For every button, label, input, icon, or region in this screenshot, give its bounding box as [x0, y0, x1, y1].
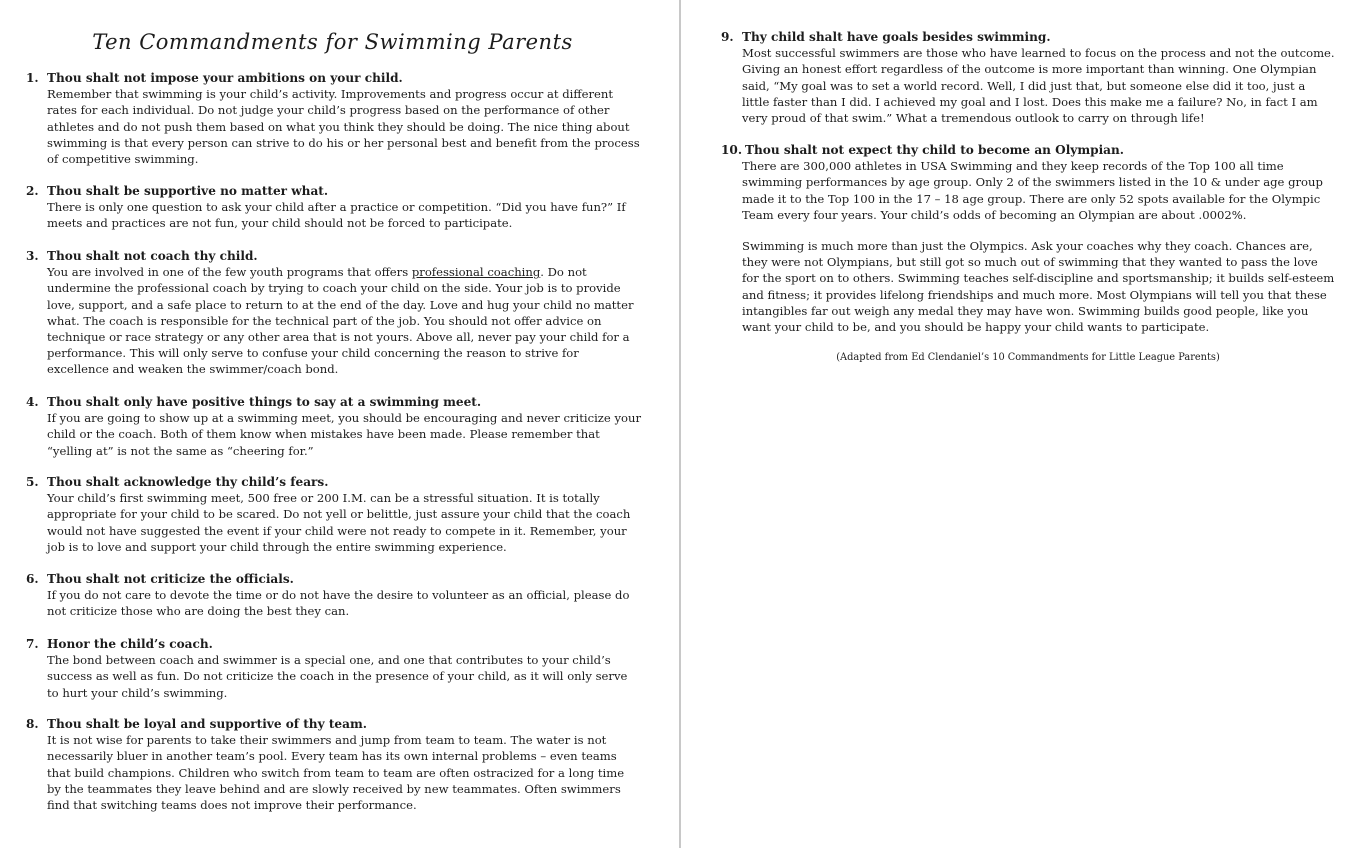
commandment-heading: 1. Thou shalt not impose your ambitions on your child.: [26, 71, 403, 85]
commandment-heading: 5. Thou shalt acknowledge thy child’s fears.: [26, 475, 329, 489]
commandment-heading: 3. Thou shalt not coach thy child.: [26, 249, 258, 263]
commandment-7: [26, 636, 641, 701]
commandment-6: [26, 571, 641, 620]
commandment-2: [26, 183, 641, 232]
commandment-1: [26, 70, 641, 167]
adaptation-credit: (Adapted from Ed Clendaniel’s 10 Commandments for Little League Parents): [836, 352, 1220, 363]
commandment-body: Remember that swimming is your child’s activity. Improvements and progress occur at different rates for each individual. Do not judge your child’s progress based on the performance of other athletes and do not push them based on what you think they should be doing. The nice thing about swimming is that every person can strive to do his or her personal best and benefit from the process of competitive swimming.: [47, 87, 640, 167]
commandment-4: [26, 394, 641, 459]
commandment-body: There is only one question to ask your child after a practice or competition. “Did you have fun?” If meets and practices are not fun, your child should not be forced to participate.: [47, 200, 626, 231]
commandment-body: You are involved in one of the few youth programs that offers professional coaching. Do not undermine the professional coach by trying to coach your child on the side. Your job is to provide love, support, and a safe place to return to at the end of the day. Love and hug your child no matter what. The coach is responsible for the technical part of the job. You should not offer advice on technique or race strategy or any other area that is not yours. Above all, never pay your child for a performance. This will only serve to confuse your child concerning the reason to strive for excellence and weaken the swimmer/coach bond.: [47, 265, 634, 377]
right-page: [681, 0, 1357, 848]
commandment-heading: 10. Thou shalt not expect thy child to become an Olympian.: [721, 143, 1125, 157]
commandment-heading: 4. Thou shalt only have positive things to say at a swimming meet.: [26, 395, 482, 409]
commandment-8: [26, 716, 641, 813]
closing-paragraph: Swimming is much more than just the Olympics. Ask your coaches why they coach. Chances are, they were not Olympians, but still got so much out of swimming that they wanted to pass the love for the sport on to others. Swimming teaches self-discipline and sportsmanship; it builds self-esteem and fitness; it provides lifelong friendships and much more. Most Olympians will tell you that these intangibles far out weigh any medal they may have won. Swimming builds good people, like you want your child to be, and you should be happy your child wants to participate.: [742, 239, 1335, 335]
commandment-body: The bond between coach and swimmer is a special one, and one that contributes to your child’s success as well as fun. Do not criticize the coach in the presence of your child, as it will only serve to hurt your child’s swimming.: [47, 653, 628, 700]
commandment-heading: 2. Thou shalt be supportive no matter what.: [26, 184, 329, 198]
commandment-5: [26, 474, 641, 555]
commandment-heading: 6. Thou shalt not criticize the officials.: [26, 572, 294, 586]
commandment-body: If you do not care to devote the time or do not have the desire to volunteer as an official, please do not criticize those who are doing the best they can.: [47, 588, 630, 619]
commandment-9: [721, 29, 1335, 126]
commandment-3: [26, 248, 641, 378]
commandment-body: Most successful swimmers are those who have learned to focus on the process and not the outcome. Giving an honest effort regardless of the outcome is more important than winning. One Olympian said, “My goal was to set a world record. Well, I did just that, but someone else did it too, just a little faster than I did. I achieved my goal and I lost. Does this make me a failure? No, in fact I am very proud of that swim.” What a tremendous outlook to carry on through life!: [742, 46, 1335, 126]
commandment-body: Your child’s first swimming meet, 500 free or 200 I.M. can be a stressful situation. It is totally appropriate for your child to be scared. Do not yell or belittle, just assure your child that the coach would not have suggested the event if your child were not ready to compete in it. Remember, your job is to love and support your child through the entire swimming experience.: [47, 491, 631, 554]
professional-coaching-link[interactable]: professional coaching: [411, 265, 541, 280]
commandment-body: If you are going to show up at a swimming meet, you should be encouraging and never criticize your child or the coach. Both of them know when mistakes have been made. Please remember that “yelling at” is not the same as “cheering for.”: [47, 411, 641, 458]
commandment-heading: 7. Honor the child’s coach.: [26, 637, 213, 651]
commandment-heading: 9. Thy child shalt have goals besides swimming.: [721, 30, 1051, 44]
commandment-body: It is not wise for parents to take their swimmers and jump from team to team. The water is not necessarily bluer in another team’s pool. Every team has its own internal problems – even teams that build champions. Children who switch from team to team are often ostracized for a long time by the teammates they leave behind and are slowly received by new teammates. Often swimmers find that switching teams does not improve their performance.: [47, 733, 625, 813]
commandment-body: There are 300,000 athletes in USA Swimming and they keep records of the Top 100 all time swimming performances by age group. Only 2 of the swimmers listed in the 10 & under age group made it to the Top 100 in the 17 – 18 age group. There are only 52 spots available for the Olympic Team every four years. Your child’s odds of becoming an Olympian are about .0002%.: [742, 159, 1323, 222]
page-title: Ten Commandments for Swimming Parents: [92, 30, 573, 54]
commandment-10: [721, 142, 1335, 223]
commandment-heading: 8. Thou shalt be loyal and supportive of thy team.: [26, 717, 367, 731]
